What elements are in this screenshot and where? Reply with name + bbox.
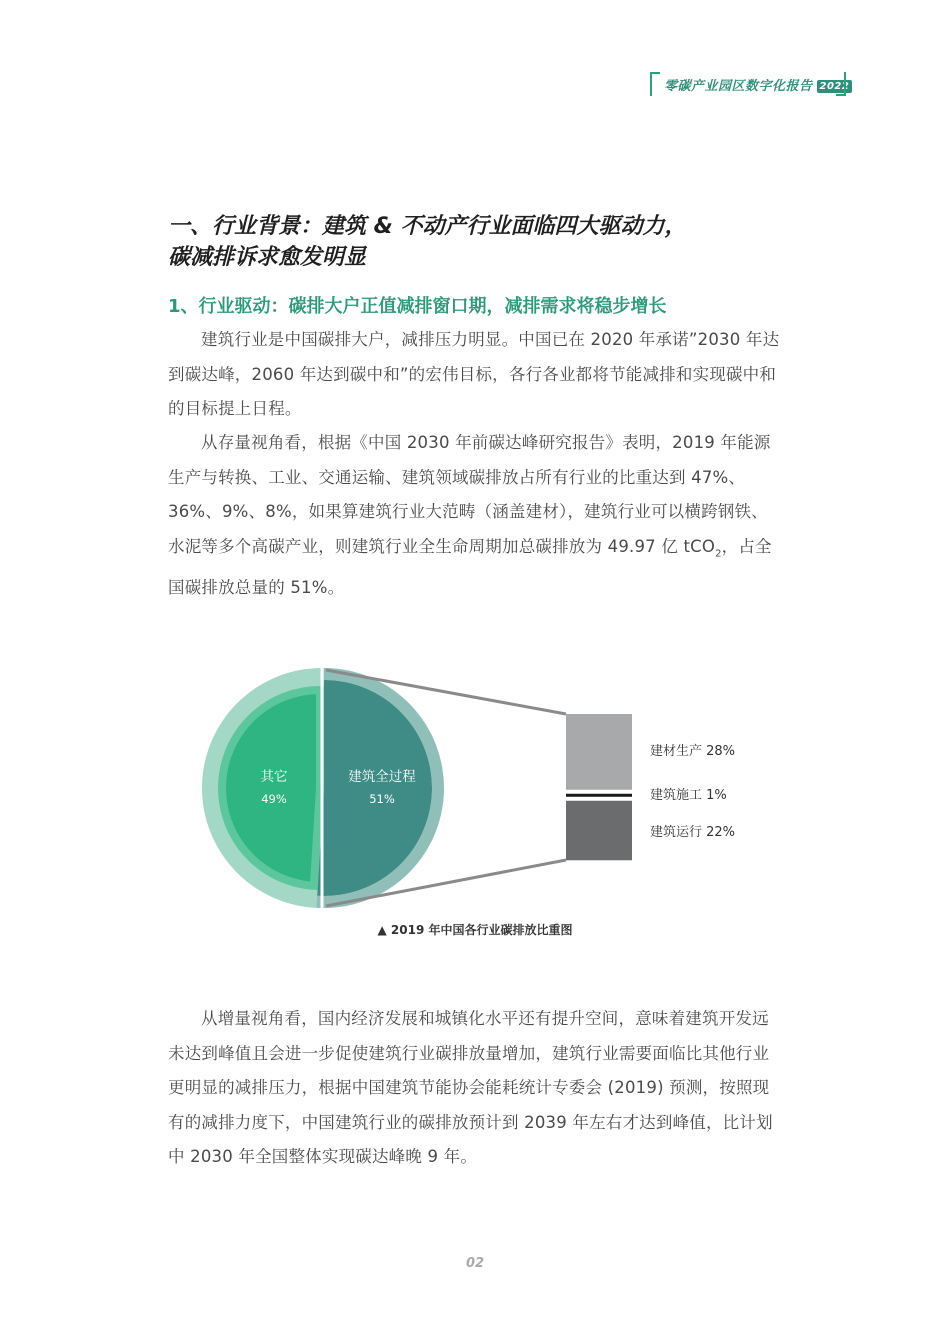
bar-segment-construction	[566, 794, 632, 797]
pie-label-building	[334, 766, 430, 810]
pie-label-other-name: 其它	[260, 769, 288, 785]
pie-label-building-value: 51%	[369, 792, 395, 806]
paragraph-2-text-end: ，占全国碳排放总量的 51%。	[168, 536, 772, 598]
bar-label-construction: 建筑施工 1%	[650, 788, 727, 803]
section-title	[168, 211, 808, 273]
bar-segment-material	[566, 714, 632, 790]
chart-caption: ▲ 2019 年中国各行业碳排放比重图	[377, 923, 573, 937]
section-title-line1: 一、行业背景：建筑 & 不动产行业面临四大驱动力，	[168, 214, 687, 239]
paragraph-2-text: 从存量视角看，根据《中国 2030 年前碳达峰研究报告》表明，2019 年能源生产与转换、工业、交通运输、建筑领域碳排放占所有行业的比重达到 47%、36%、9%、8%，如果算建筑行业大范畴（涵盖建材），建筑行业可以横跨钢铁、水泥等多个高碳产业，则建筑行业全生命周期加总碳排放为 49.97 亿 tCO	[168, 433, 771, 556]
report-brand	[664, 75, 852, 94]
paragraph-2	[168, 426, 783, 606]
paragraph-3: 从增量视角看，国内经济发展和城镇化水平还有提升空间，意味着建筑开发远未达到峰值且会进一步促使建筑行业碳排放量增加，建筑行业需要面临比其他行业更明显的减排压力，根据中国建筑节能协会能耗统计专委会 (2019) 预测，按照现有的减排力度下，中国建筑行业的碳排放预计到 2039 年左右才达到峰值，比计划中 2030 年全国整体实现碳达峰晚 9 年。	[168, 1009, 773, 1166]
paragraph-1: 建筑行业是中国碳排大户，减排压力明显。中国已在 2020 年承诺”2030 年达到碳达峰，2060 年达到碳中和”的宏伟目标，各行各业都将节能减排和实现碳中和的目标提上日程。	[168, 330, 780, 418]
pie-label-building-name: 建筑全过程	[348, 769, 416, 785]
page-number: 02	[465, 1256, 485, 1271]
emission-chart	[200, 660, 760, 920]
subsection-title: 1、行业驱动：碳排大户正值减排窗口期，减排需求将稳步增长	[168, 296, 667, 317]
bracket-right-decoration	[836, 72, 846, 96]
pie-label-other-value: 49%	[261, 792, 287, 806]
bar-label-operation: 建筑运行 22%	[650, 825, 736, 840]
brand-title: 零碳产业园区数字化报告	[664, 79, 813, 94]
bar-segment-operation	[566, 801, 632, 861]
bar-label-material: 建材生产 28%	[650, 744, 736, 759]
paragraph-2-subscript: 2	[715, 547, 722, 559]
pie-label-other	[240, 766, 308, 810]
section-title-line2: 碳减排诉求愈发明显	[168, 245, 367, 270]
brand-year: 2022	[817, 80, 853, 93]
header-brand	[650, 72, 850, 98]
bracket-left-decoration	[650, 72, 660, 96]
